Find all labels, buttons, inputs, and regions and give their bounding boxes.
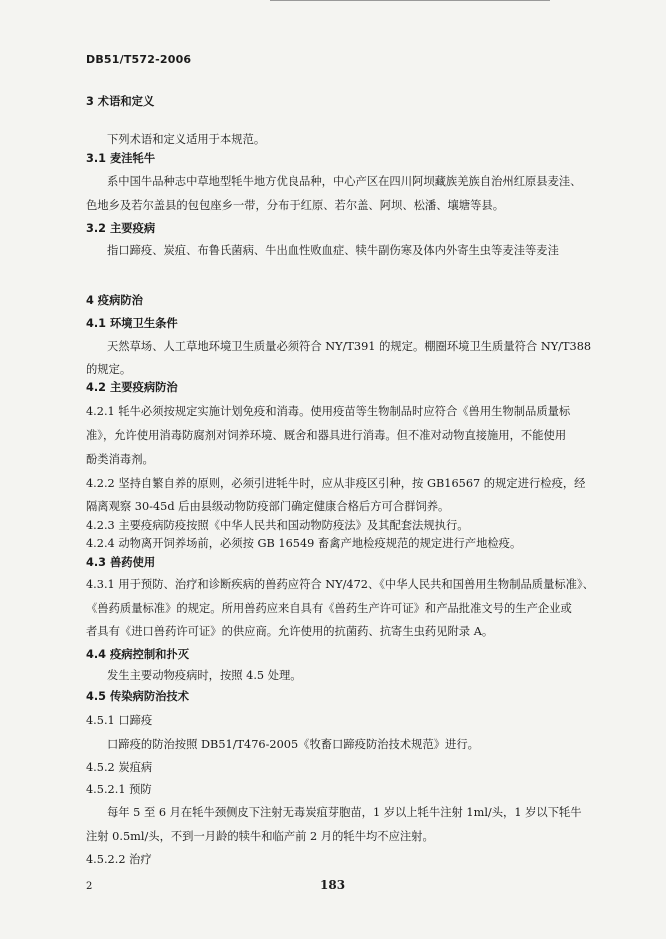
footer-left-number: 2 <box>86 881 93 892</box>
paragraph-line: 系中国牛品种志中草地型牦牛地方优良品种，中心产区在四川阿坝藏族羌族自治州红原县麦洼、 <box>107 175 582 188</box>
paragraph-line: 4.3.1 用于预防、治疗和诊断疾病的兽药应符合 NY/472、《中华人民共和国兽用生物制品质量标准》、 <box>86 578 594 591</box>
paragraph-line: 4.2.1 牦牛必须按规定实施计划免疫和消毒。使用疫苗等生物制品时应符合《兽用生物制品质量标 <box>86 405 571 418</box>
paragraph-line: 《兽药质量标准》的规定。所用兽药应来自具有《兽药生产许可证》和产品批准文号的生产企业或 <box>86 602 572 615</box>
paragraph-line: 4.5.2.2 治疗 <box>86 853 152 866</box>
section-heading: 3 术语和定义 <box>86 95 155 108</box>
paragraph-line: 4.2.4 动物离开饲养场前，必须按 GB 16549 畜禽产地检疫规范的规定进行产地检疫。 <box>86 537 522 550</box>
paragraph-line: 4.5.2 炭疽病 <box>86 761 153 774</box>
section-heading: 4.4 疫病控制和扑灭 <box>86 648 190 661</box>
section-heading: 3.1 麦洼牦牛 <box>86 152 156 165</box>
paragraph-line: 隔离观察 30-45d 后由县级动物防疫部门确定健康合格后方可合群饲养。 <box>86 500 450 513</box>
paragraph-line: 色地乡及若尔盖县的包包座乡一带，分布于红原、若尔盖、阿坝、松潘、壤塘等县。 <box>86 199 504 212</box>
paragraph-line: 口蹄疫的防治按照 DB51/T476-2005《牧畜口蹄疫防治技术规范》进行。 <box>107 738 479 751</box>
paragraph-line: 每年 5 至 6 月在牦牛颈侧皮下注射无毒炭疽芽胞苗，1 岁以上牦牛注射 1ml/头，1 岁以下牦牛 <box>107 806 582 819</box>
paragraph-line: 4.5.1 口蹄疫 <box>86 714 153 727</box>
paragraph-line: 4.2.2 坚持自繁自养的原则，必须引进牦牛时，应从非疫区引种，按 GB16567 的规定进行检疫，经 <box>86 477 586 490</box>
paragraph-line: 准》，允许使用消毒防腐剂对饲养环境、厩舍和器具进行消毒。但不准对动物直接施用，不能使用 <box>86 429 567 442</box>
section-heading: 3.2 主要疫病 <box>86 222 156 235</box>
paragraph-line: 酚类消毒剂。 <box>86 453 154 466</box>
paragraph-line: 的规定。 <box>86 363 132 376</box>
paragraph-line: 4.5.2.1 预防 <box>86 783 152 796</box>
section-heading: 4.5 传染病防治技术 <box>86 690 190 703</box>
paragraph-line: 4.2.3 主要疫病防疫按照《中华人民共和国动物防疫法》及其配套法规执行。 <box>86 519 469 532</box>
scan-edge-line <box>270 0 550 3</box>
paragraph-line: 天然草场、人工草地环境卫生质量必须符合 NY/T391 的规定。棚圈环境卫生质量符合 NY/T388 <box>107 340 592 353</box>
section-heading: 4.1 环境卫生条件 <box>86 317 178 330</box>
section-heading: 4 疫病防治 <box>86 294 143 307</box>
standard-id: DB51/T572-2006 <box>86 53 192 66</box>
paragraph-line: 注射 0.5ml/头，不到一月龄的犊牛和临产前 2 月的牦牛均不应注射。 <box>86 830 434 843</box>
page-number: 183 <box>320 878 346 892</box>
section-heading: 4.3 兽药使用 <box>86 556 156 569</box>
paragraph-line: 下列术语和定义适用于本规范。 <box>107 133 266 146</box>
section-heading: 4.2 主要疫病防治 <box>86 381 178 394</box>
paragraph-line: 发生主要动物疫病时，按照 4.5 处理。 <box>107 669 302 682</box>
paragraph-line: 指口蹄疫、炭疽、布鲁氏菌病、牛出血性败血症、犊牛副伤寒及体内外寄生虫等麦洼等麦洼 <box>107 244 559 257</box>
paragraph-line: 者具有《进口兽药许可证》的供应商。允许使用的抗菌药、抗寄生虫药见附录 A。 <box>86 625 494 638</box>
